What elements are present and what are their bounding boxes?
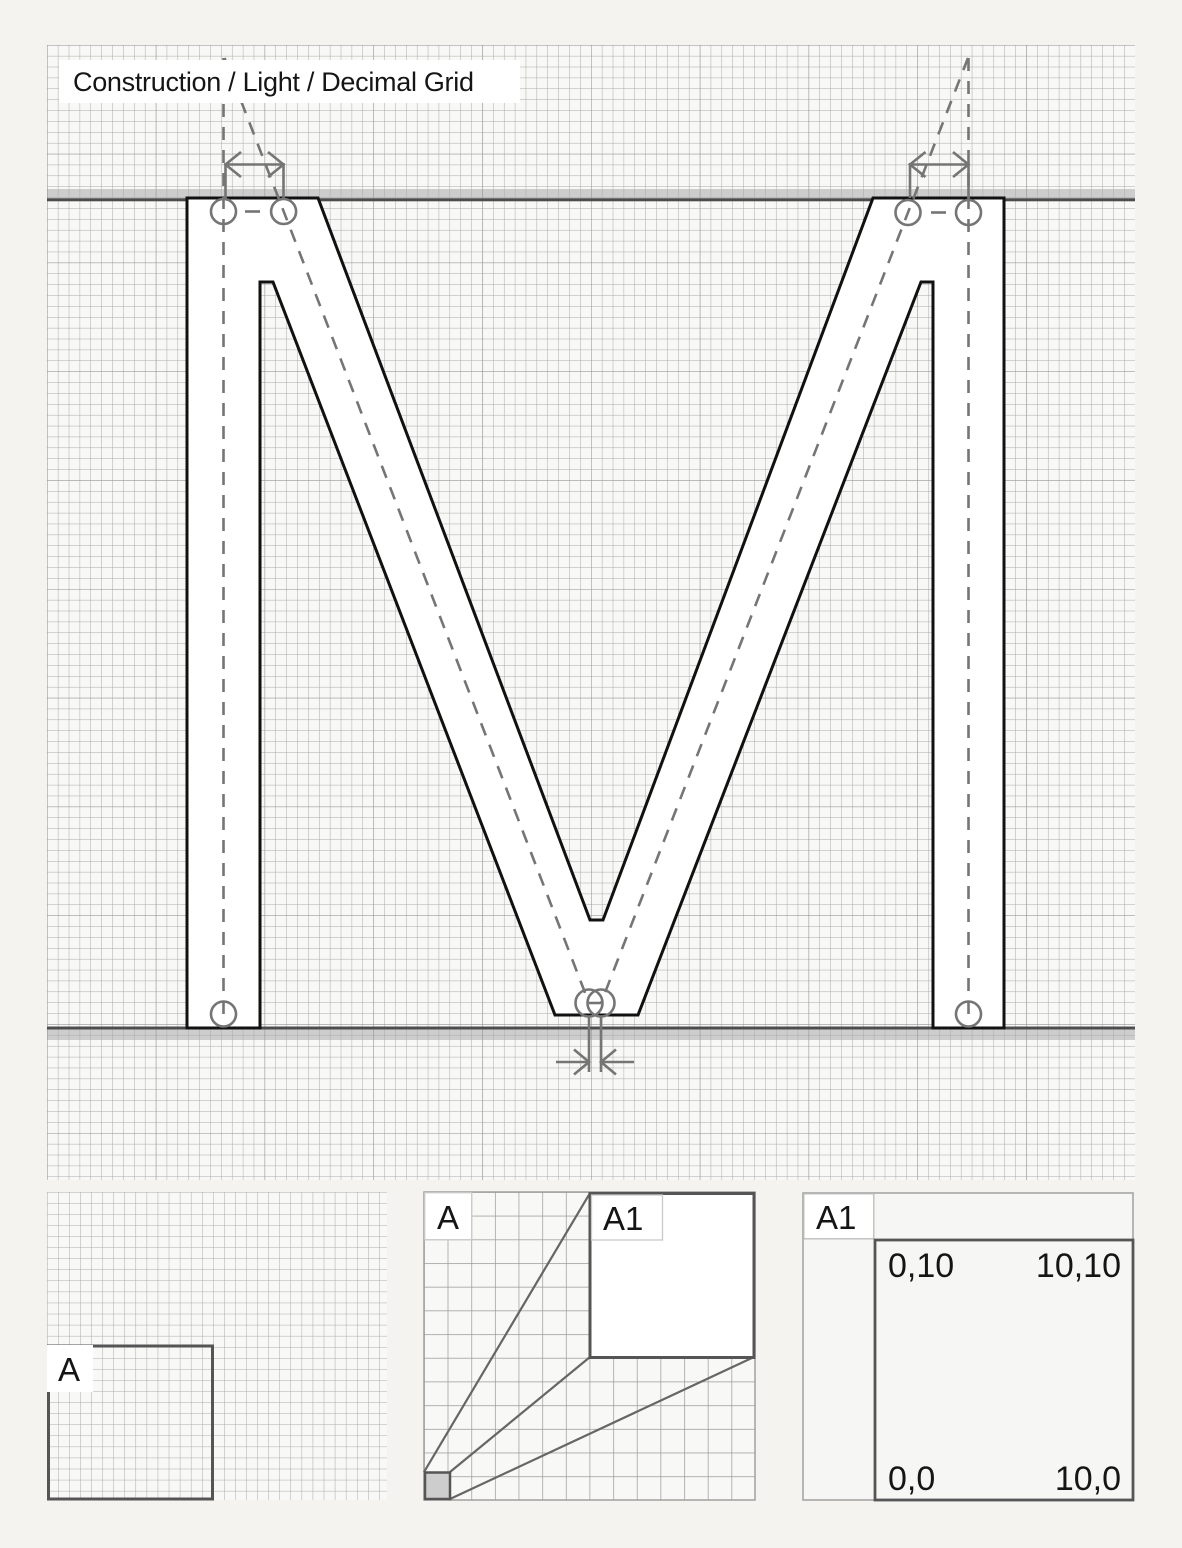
detail-label: A1 [816, 1199, 857, 1236]
coordinate-label-top-left: 0,10 [888, 1247, 955, 1285]
main-drawing-area [47, 45, 1135, 1180]
callout-inset-label: A1 [603, 1200, 644, 1237]
coordinate-label-bottom-left: 0,0 [888, 1460, 936, 1498]
callout-grid-label: A [437, 1199, 460, 1236]
page-title: Construction / Light / Decimal Grid [73, 67, 474, 97]
coordinate-label-top-right: 10,10 [1035, 1247, 1121, 1285]
region-a-label: A [58, 1351, 81, 1388]
panel-overview [47, 1192, 387, 1500]
cell-a1-highlight [425, 1473, 450, 1500]
panel-detail [803, 1193, 1133, 1500]
coordinate-label-bottom-right: 10,0 [1054, 1460, 1121, 1498]
panel-zoom-callout [424, 1192, 755, 1500]
title-box [59, 60, 520, 103]
